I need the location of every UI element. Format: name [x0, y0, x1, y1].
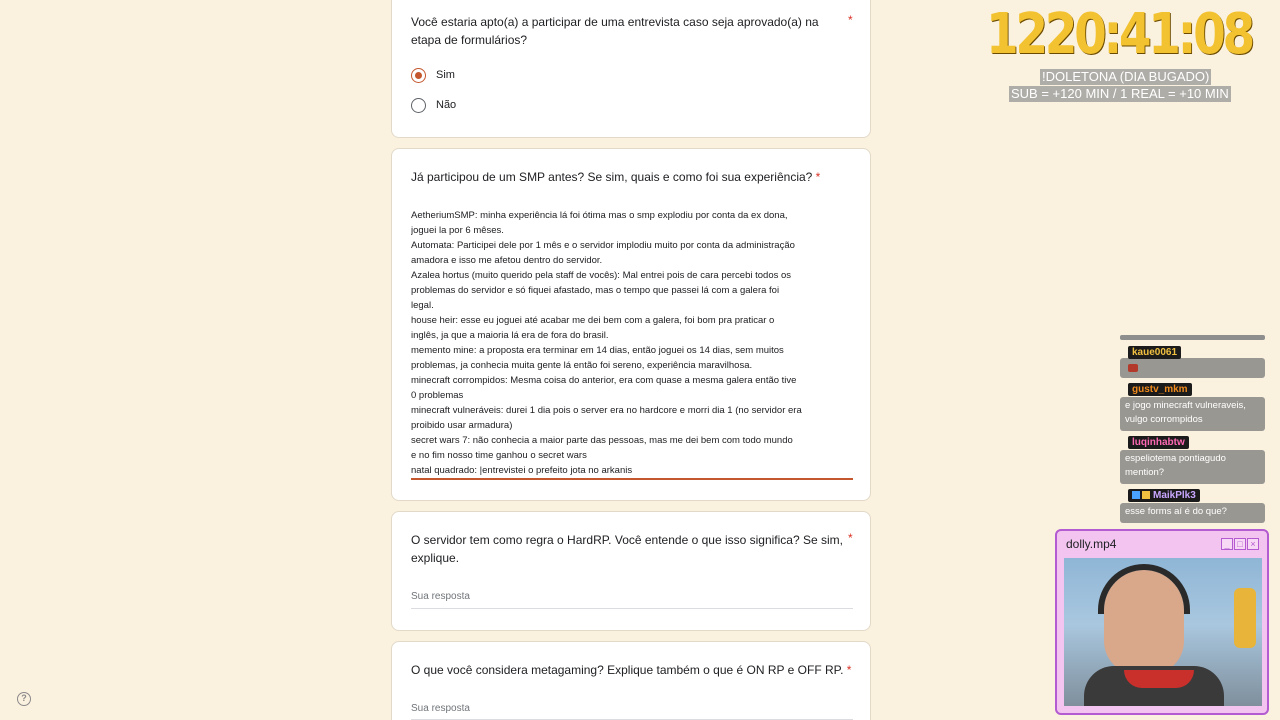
answer-underline [411, 608, 853, 609]
webcam-title: dolly.mp4 [1066, 537, 1117, 551]
question-title: O que você considera metagaming? Explique também o que é ON RP e OFF RP. * [411, 663, 852, 677]
maximize-icon: □ [1234, 538, 1246, 550]
chat-emote-icon [1128, 364, 1138, 372]
figure-toy-shape [1234, 588, 1256, 648]
help-icon[interactable]: ? [17, 692, 31, 706]
overlay-subtitle: !DOLETONA (DIA BUGADO) [1042, 69, 1210, 84]
chat-username: gustv_mkm [1128, 383, 1192, 396]
chat-username: kaue0061 [1128, 346, 1181, 359]
question-card-interview [391, 0, 871, 138]
radio-option-nao[interactable] [411, 97, 456, 113]
answer-input[interactable]: Sua resposta [411, 703, 470, 714]
headset-shape [1098, 564, 1190, 614]
chat-text: e jogo minecraft vulneraveis, vulgo corrompidos [1125, 400, 1246, 425]
chat-text: espeliotema pontiagudo mention? [1125, 453, 1226, 478]
minimize-icon: _ [1221, 538, 1233, 550]
chat-badge-icon [1142, 491, 1150, 499]
overlay-rates: SUB = +120 MIN / 1 REAL = +10 MIN [1011, 86, 1229, 101]
subathon-timer: 1220:41:08 [986, 2, 1252, 67]
close-icon: × [1247, 538, 1259, 550]
radio-label: Não [436, 99, 457, 111]
answer-underline [411, 478, 853, 480]
required-asterisk: * [848, 531, 853, 545]
collar-shape [1124, 670, 1194, 688]
radio-selected-icon[interactable] [411, 68, 426, 83]
radio-unselected-icon[interactable] [411, 98, 426, 113]
chat-message [1120, 358, 1265, 378]
question-card-smp-experience [391, 148, 871, 501]
chat-text: esse forms aí é do que? [1125, 506, 1227, 517]
chat-badge-icon [1132, 491, 1140, 499]
question-title: Já participou de um SMP antes? Se sim, quais e como foi sua experiência? * [411, 170, 821, 184]
required-asterisk: * [846, 663, 852, 677]
required-asterisk: * [848, 13, 853, 27]
radio-label: Sim [436, 69, 455, 81]
chat-divider [1120, 335, 1265, 340]
question-card-metagaming [391, 641, 871, 720]
question-title: O servidor tem como regra o HardRP. Você entende o que isso significa? Se sim, explique. [411, 533, 843, 565]
radio-option-sim[interactable] [411, 67, 455, 83]
question-title: Você estaria apto(a) a participar de uma entrevista caso seja aprovado(a) na etapa de formulários? [411, 15, 819, 47]
chat-username: luqinhabtw [1128, 436, 1189, 449]
answer-textarea[interactable]: AetheriumSMP: minha experiência lá foi ótima mas o smp explodiu por conta da ex dona, joguei la por 6 mêses. Automata: Participei dele por 1 mês e o servidor implodiu muito por conta da administração amadora e isso me afetou dentro do servidor. Azalea hortus (muito querido pela staff de vocês): Mal entrei pois de cara percebi todos os problemas do servidor e só fiquei afastado, mas o tempo que passei lá com a galera foi legal. house heir: esse eu joguei até acabar me dei bem com a galera, foi bom pra praticar o inglês, ja que a maioria lá era de fora do brasil. memento mine: a proposta era terminar em 14 dias, então joguei os 14 dias, sem muitos problemas, ja conhecia muita gente lá então foi sereno, experiência maravilhosa. minecraft corrompidos: Mesma coisa do anterior, era com quase a mesma galera então tive 0 problemas minecraft vulneráveis: durei 1 dia pois o server era no hardcore e morri dia 1 (no servidor era proibido usar armadura) secret wars 7: não conhecia a maior parte das pessoas, mas me dei bem com todo mundo e no fim nosso time ganhou o secret wars natal quadrado: |entrevistei o prefeito jota no arkanis [411, 210, 802, 476]
question-card-hardrp [391, 511, 871, 631]
chat-username: MaikPlk3 [1128, 489, 1200, 502]
required-asterisk: * [815, 170, 821, 184]
webcam-window [1055, 529, 1269, 715]
webcam-video [1064, 558, 1262, 706]
answer-input[interactable]: Sua resposta [411, 591, 470, 602]
window-controls [1221, 538, 1259, 550]
